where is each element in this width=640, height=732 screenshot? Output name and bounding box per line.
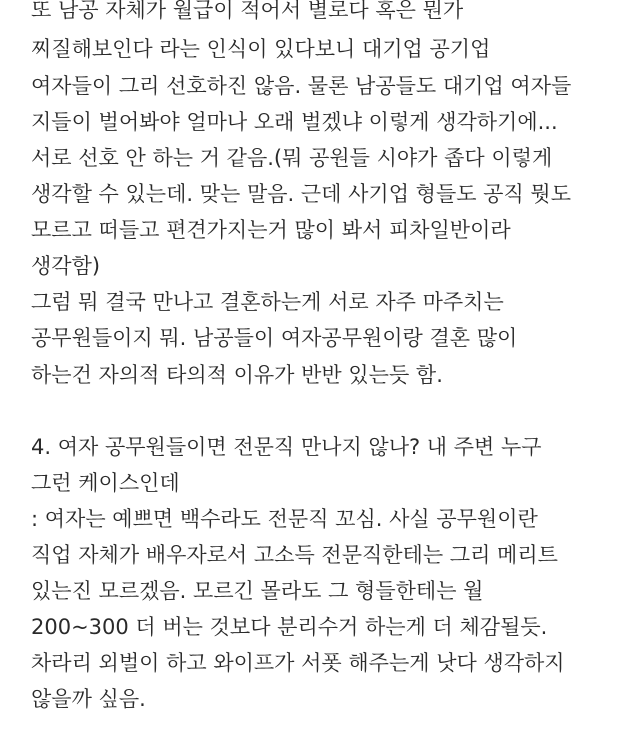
text-line: 4. 여자 공무원들이면 전문직 만나지 않나? 내 주변 누구 bbox=[31, 435, 542, 459]
text-line: : 여자는 예쁘면 백수라도 전문직 꼬심. 사실 공무원이란 bbox=[31, 507, 538, 531]
text-line: 서로 선호 안 하는 거 같음.(뭐 공원들 시야가 좁다 이렇게 bbox=[31, 146, 553, 170]
text-line: 있는진 모르겠음. 모르긴 몰라도 그 형들한테는 월 bbox=[31, 579, 484, 603]
text-line: 않을까 싶음. bbox=[31, 687, 146, 711]
text-line: 생각할 수 있는데. 맞는 말음. 근데 사기업 형들도 공직 뭣도 bbox=[31, 182, 572, 206]
text-line: 공무원들이지 뭐. 남공들이 여자공무원이랑 결혼 많이 bbox=[31, 326, 518, 350]
text-line: 찌질해보인다 라는 인식이 있다보니 대기업 공기업 bbox=[31, 37, 491, 61]
text-line: 그런 케이스인데 bbox=[31, 471, 180, 495]
text-line: 하는건 자의적 타의적 이유가 반반 있는듯 함. bbox=[31, 363, 443, 387]
text-line: 그럼 뭐 결국 만나고 결혼하는게 서로 자주 마주치는 bbox=[31, 290, 504, 314]
text-line: 모르고 떠들고 편견가지는거 많이 봐서 피차일반이라 bbox=[31, 218, 511, 242]
text-line: 또 남공 자체가 월급이 적어서 별로다 혹은 뭔가 bbox=[31, 0, 464, 22]
text-line: 차라리 외벌이 하고 와이프가 서폿 해주는게 낫다 생각하지 bbox=[31, 651, 565, 675]
text-line: 지들이 벌어봐야 얼마나 오래 벌겠냐 이렇게 생각하기에... bbox=[31, 110, 558, 134]
text-line: 200~300 더 버는 것보다 분리수거 하는게 더 체감될듯. bbox=[31, 615, 548, 639]
text-line: 여자들이 그리 선호하진 않음. 물론 남공들도 대기업 여자들 bbox=[31, 74, 572, 98]
text-line: 직업 자체가 배우자로서 고소득 전문직한테는 그리 메리트 bbox=[31, 543, 558, 567]
text-line: 생각함) bbox=[31, 254, 101, 278]
